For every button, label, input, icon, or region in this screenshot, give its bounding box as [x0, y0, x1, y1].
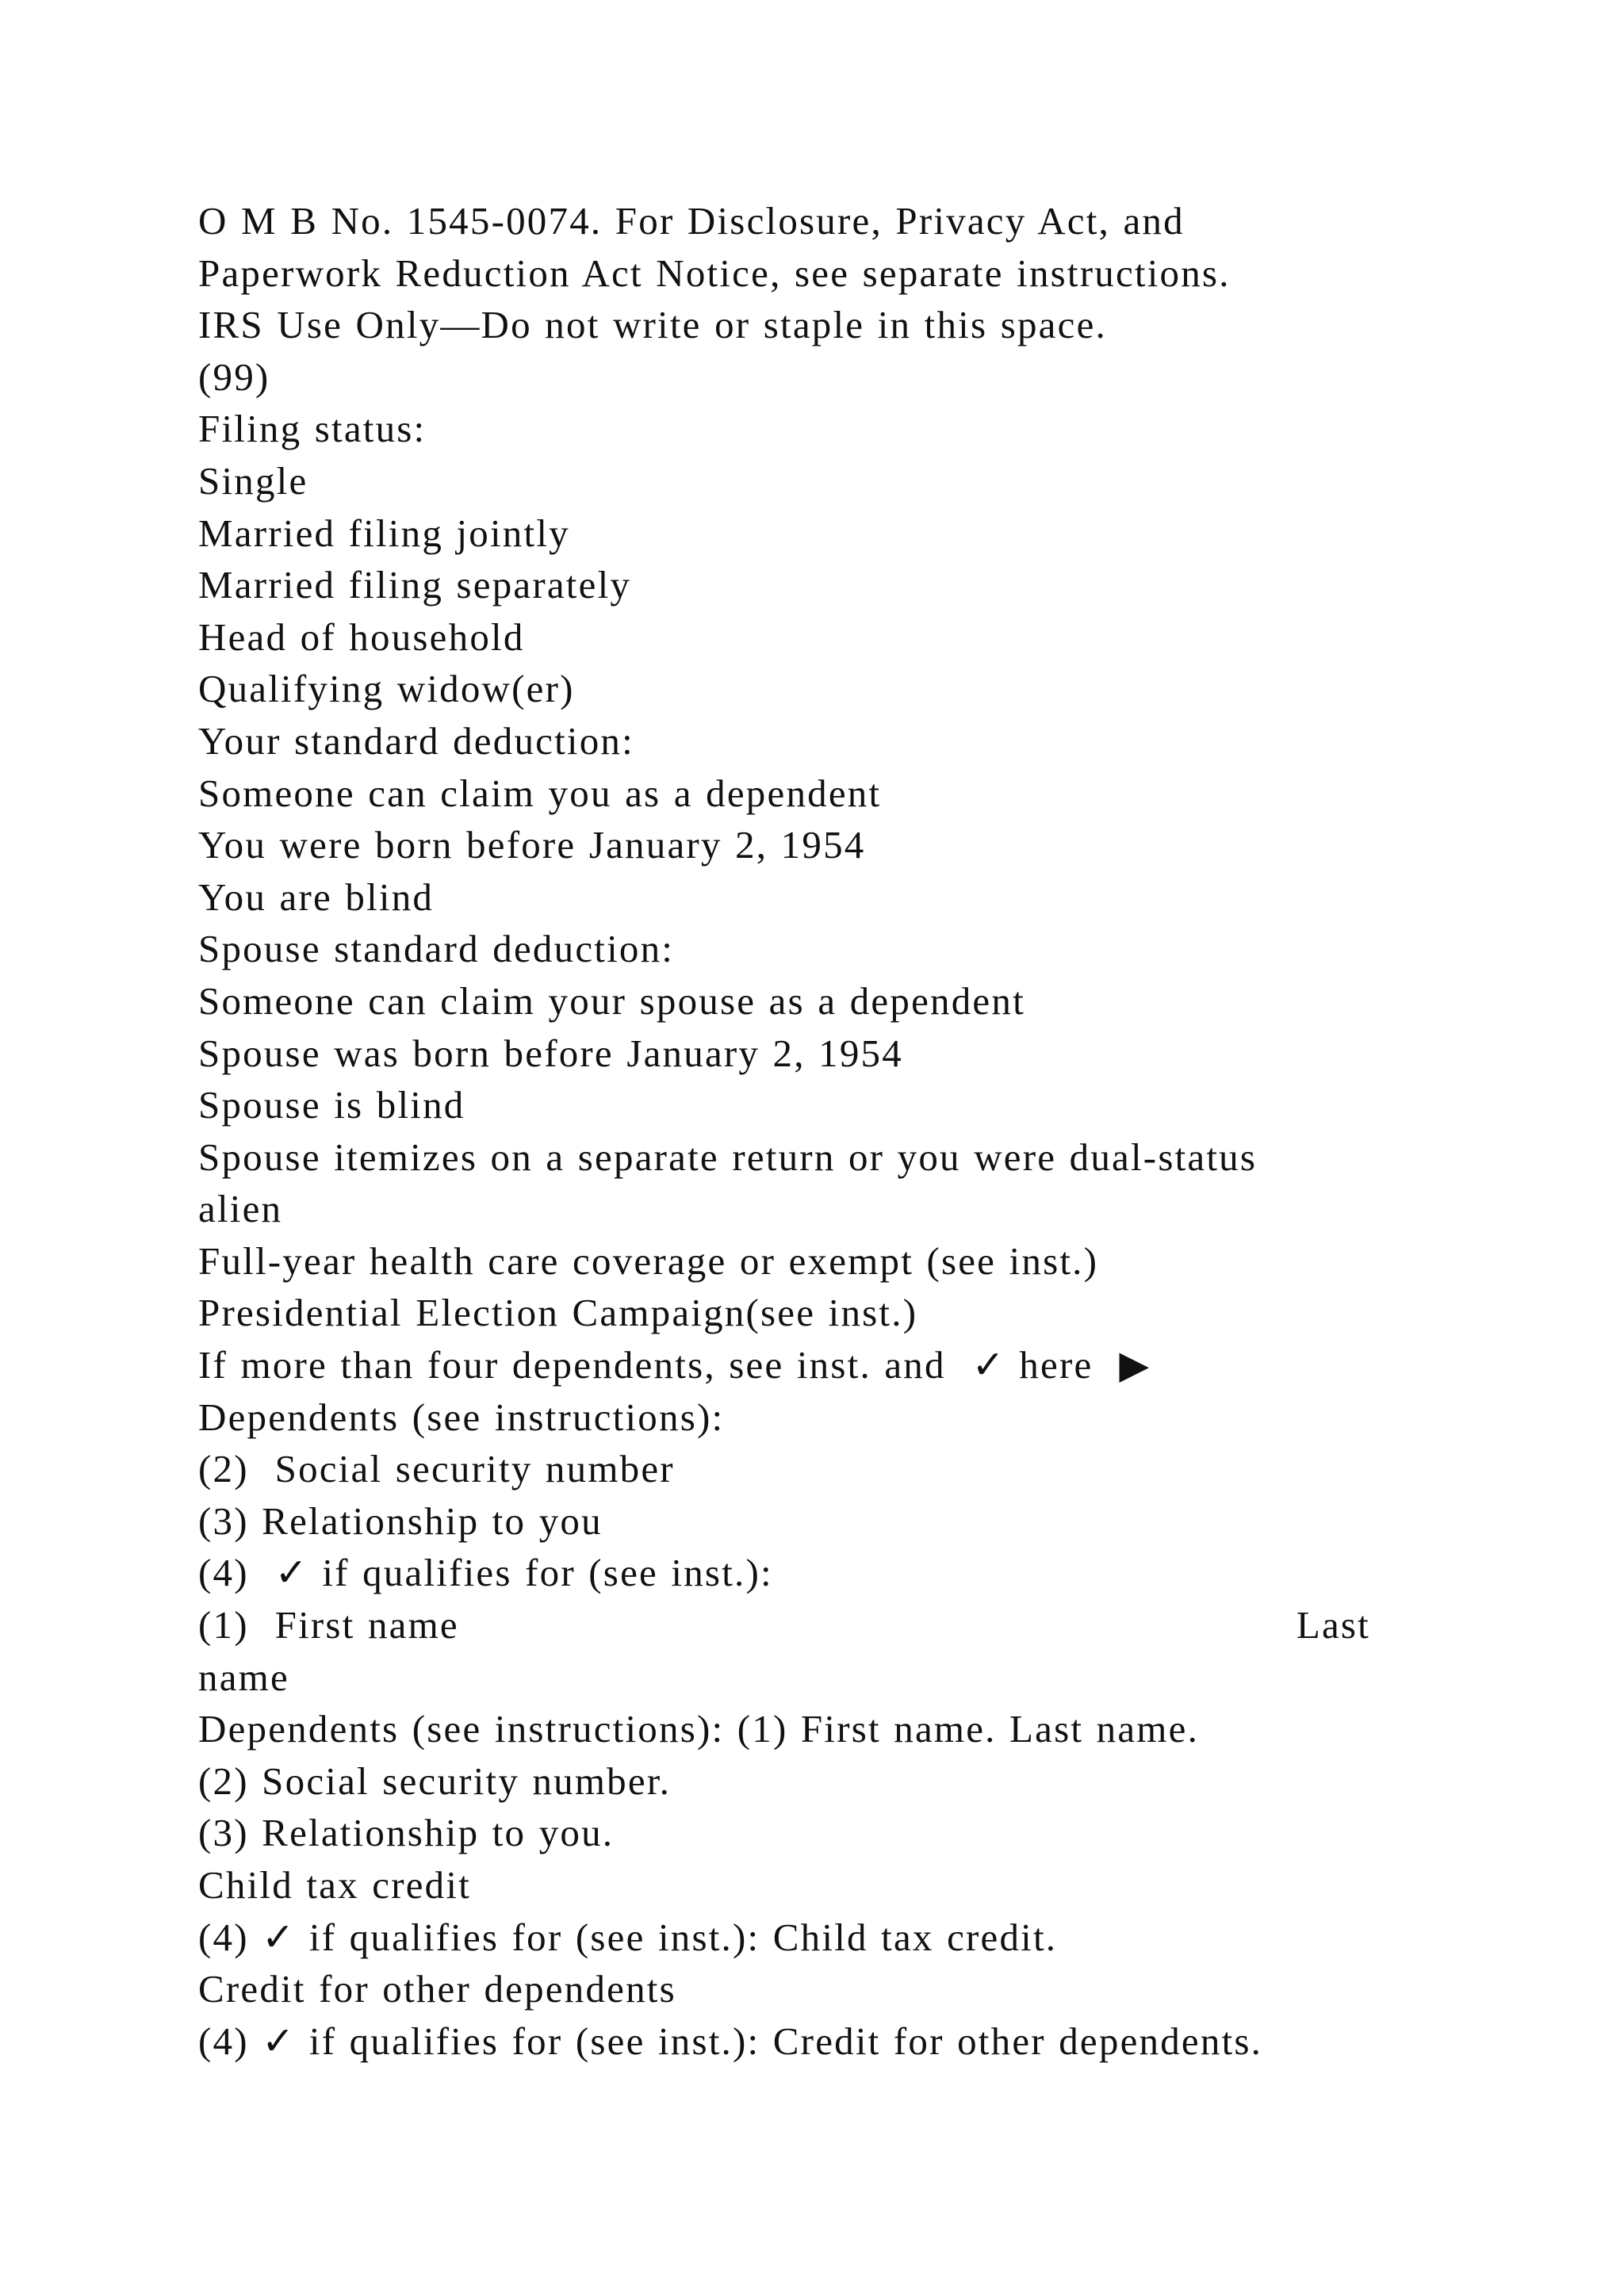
spouse-itemizes-continuation: alien — [198, 1187, 283, 1231]
dependents-ssn-column: (2) Social security number — [198, 1447, 675, 1491]
dependents-heading: Dependents (see instructions): — [198, 1395, 725, 1439]
dependents-relationship-description: (3) Relationship to you. — [198, 1811, 615, 1855]
first-name-label: (1) First name — [198, 1603, 459, 1647]
form-code-line: (99) — [198, 354, 270, 399]
more-than-four-dependents-line: If more than four dependents, see inst. and ✓ here ▶ — [198, 1343, 1151, 1387]
you-born-before-line: You were born before January 2, 1954 — [198, 823, 866, 867]
irs-use-only-line: IRS Use Only—Do not write or staple in this space. — [198, 303, 1107, 347]
your-standard-deduction-heading: Your standard deduction: — [198, 718, 634, 763]
filing-status-qualifying-widow: Qualifying widow(er) — [198, 667, 575, 711]
dependents-relationship-column: (3) Relationship to you — [198, 1498, 603, 1543]
claim-you-dependent-line: Someone can claim you as a dependent — [198, 771, 882, 815]
last-name-label: Last — [1296, 1603, 1370, 1647]
filing-status-head-of-household: Head of household — [198, 614, 525, 659]
dependents-qualifies-column: (4) ✓ if qualifies for (see inst.): — [198, 1551, 773, 1595]
credit-other-dependents-label: Credit for other dependents — [198, 1967, 676, 2011]
dependents-ssn-description: (2) Social security number. — [198, 1758, 672, 1803]
dependents-name-description: Dependents (see instructions): (1) First name. Last name. — [198, 1707, 1200, 1751]
spouse-born-before-line: Spouse was born before January 2, 1954 — [198, 1031, 903, 1075]
claim-spouse-dependent-line: Someone can claim your spouse as a dependent — [198, 978, 1025, 1023]
filing-status-heading: Filing status: — [198, 407, 427, 451]
document-text — [198, 195, 1388, 2067]
filing-status-married-jointly: Married filing jointly — [198, 511, 570, 555]
filing-status-married-separately: Married filing separately — [198, 563, 632, 607]
child-tax-credit-label: Child tax credit — [198, 1863, 472, 1907]
presidential-campaign-line: Presidential Election Campaign(see inst.) — [198, 1291, 918, 1335]
health-care-coverage-line: Full-year health care coverage or exempt (see inst.) — [198, 1238, 1099, 1283]
credit-other-dependents-description: (4) ✓ if qualifies for (see inst.): Credit for other dependents. — [198, 2019, 1263, 2063]
omb-number-line: O M B No. 1545-0074. For Disclosure, Privacy Act, and — [198, 199, 1185, 243]
child-tax-credit-description: (4) ✓ if qualifies for (see inst.): Child tax credit. — [198, 1915, 1058, 1959]
spouse-itemizes-line: Spouse itemizes on a separate return or you were dual-status — [198, 1135, 1258, 1179]
spouse-is-blind-line: Spouse is blind — [198, 1083, 465, 1127]
spouse-standard-deduction-heading: Spouse standard deduction: — [198, 927, 675, 971]
dependents-name-column — [198, 1599, 1370, 1651]
filing-status-single: Single — [198, 458, 308, 503]
last-name-continuation: name — [198, 1655, 289, 1699]
you-are-blind-line: You are blind — [198, 874, 435, 919]
paperwork-notice-line: Paperwork Reduction Act Notice, see separate instructions. — [198, 251, 1231, 295]
